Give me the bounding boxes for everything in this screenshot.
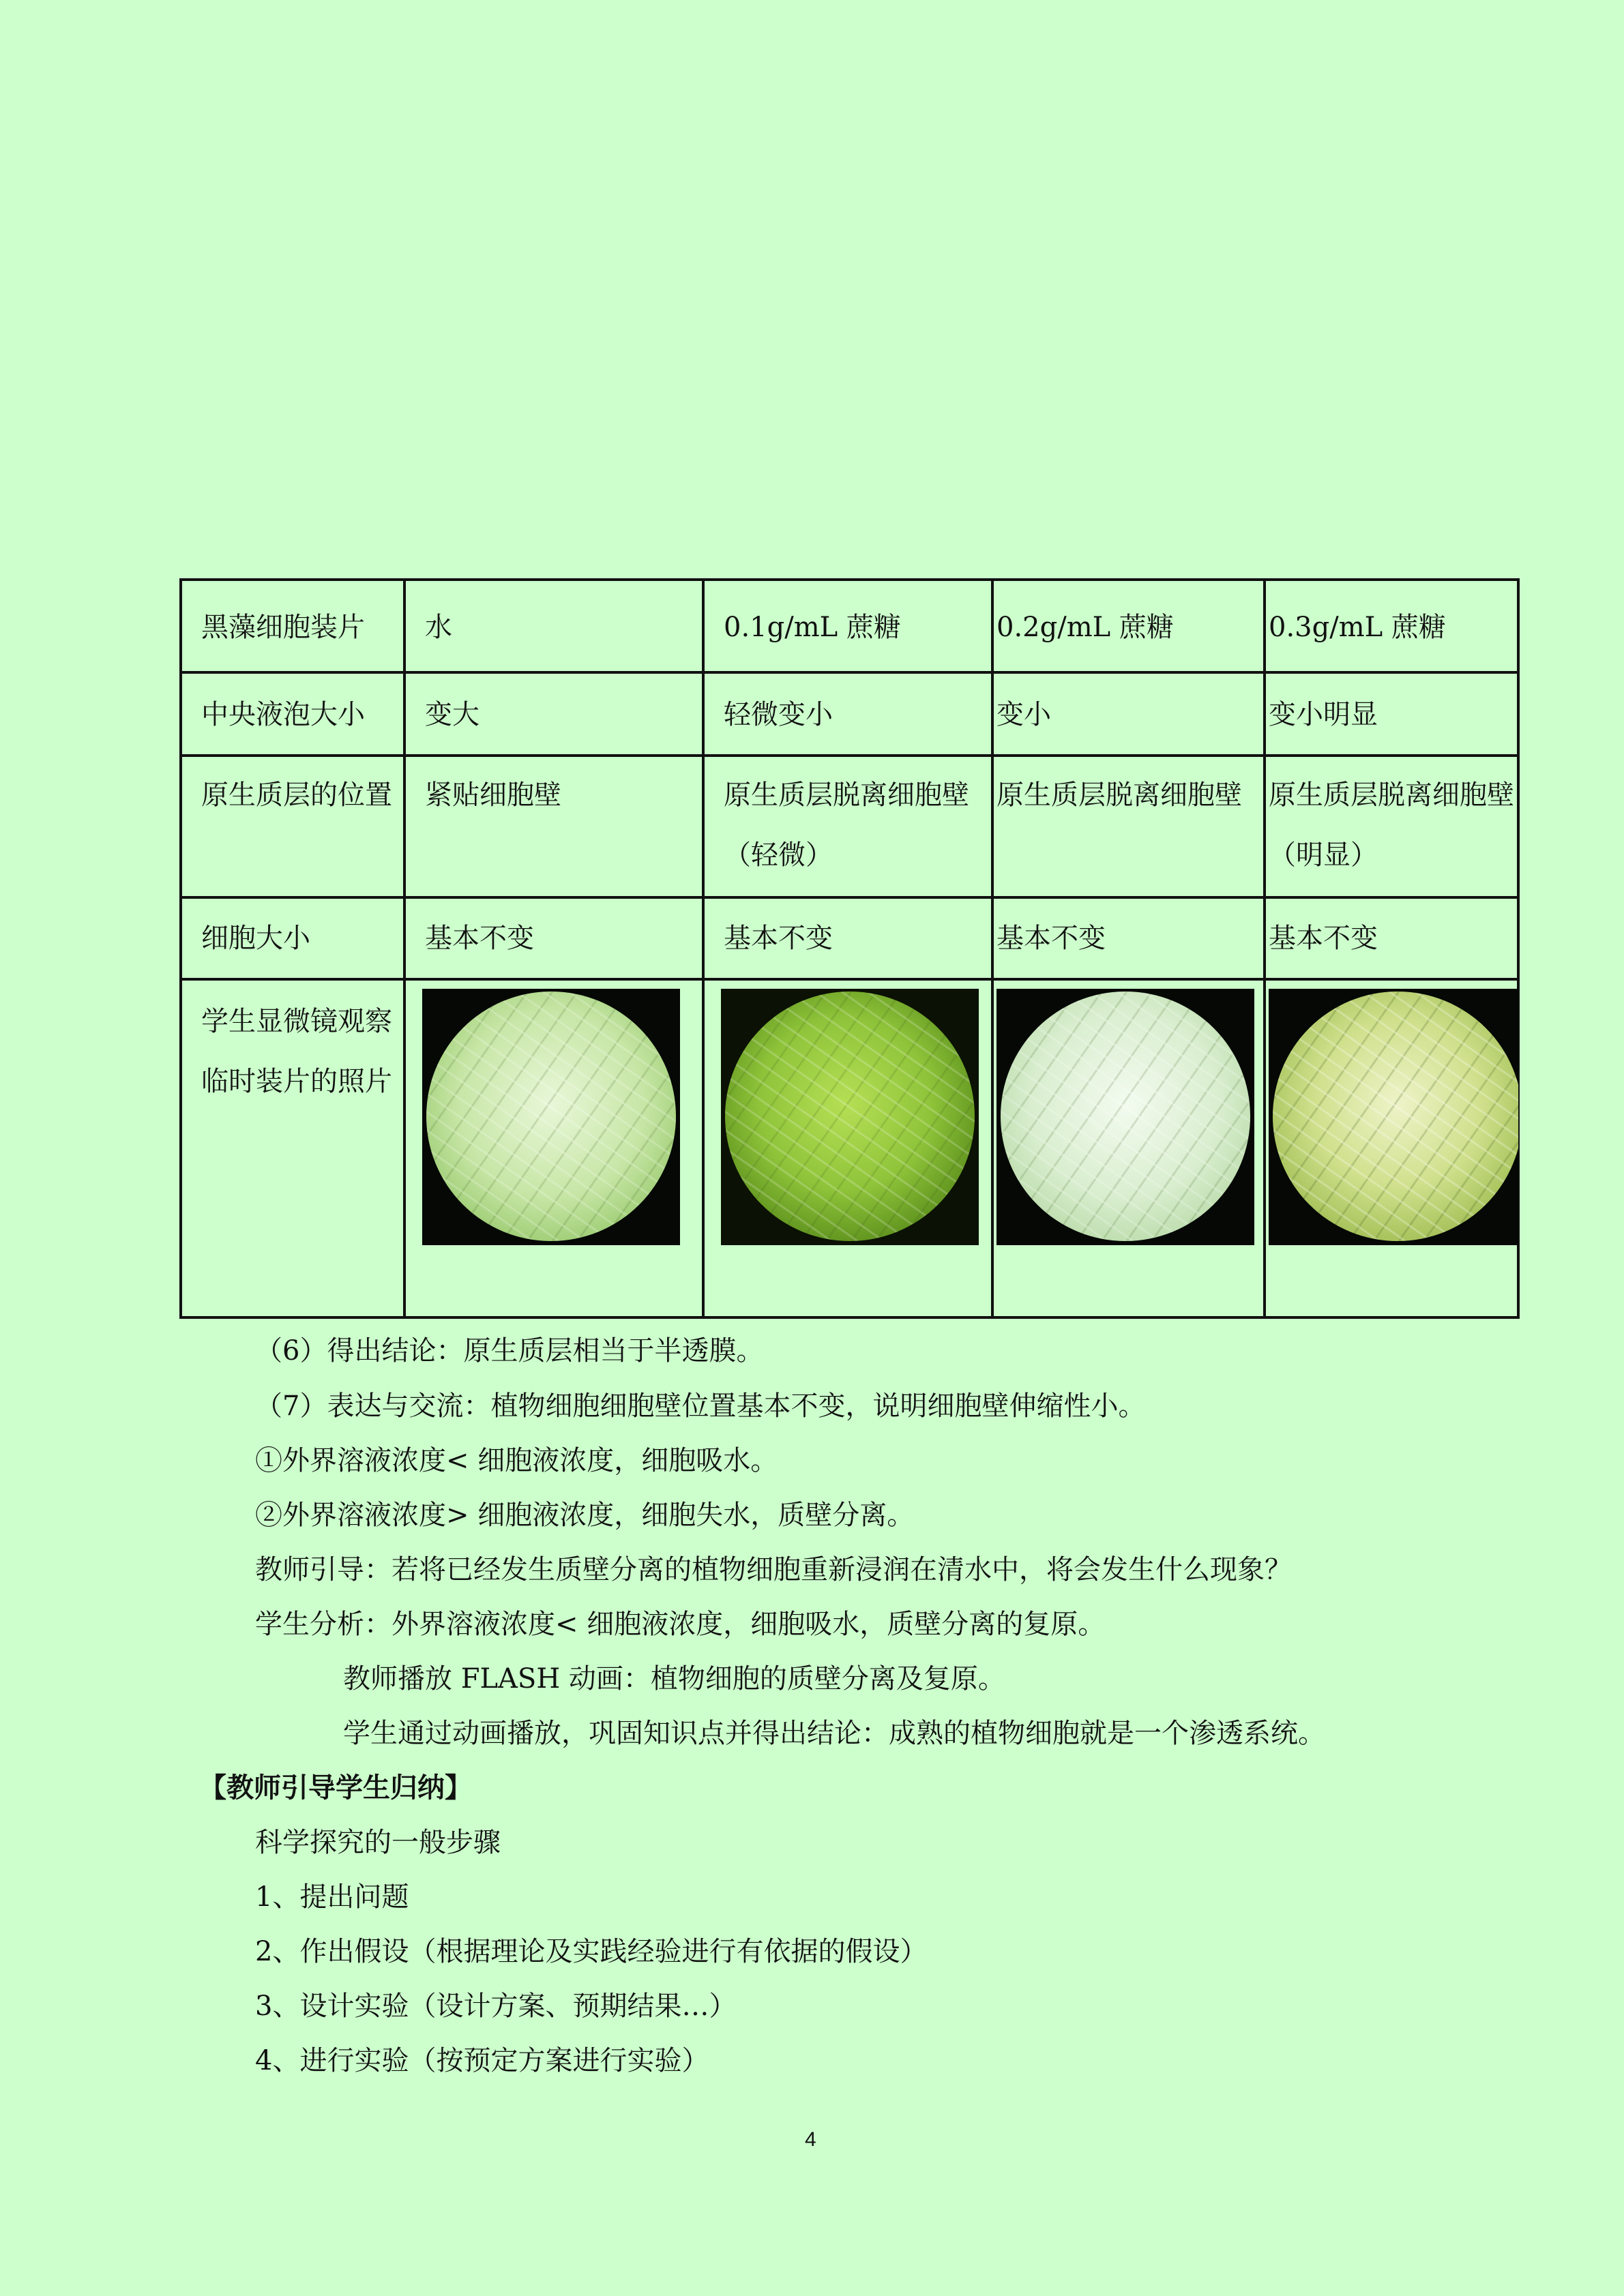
steps-title: 科学探究的一般步骤 xyxy=(255,1827,501,1858)
table-cell: 0.1g/mL 蔗糖 xyxy=(703,580,992,672)
student-analysis-line: 学生分析：外界溶液浓度< 细胞液浓度，细胞吸水，质壁分离的复原。 xyxy=(255,1609,1106,1640)
table-cell: 原生质层脱离细胞壁（轻微） xyxy=(703,756,992,897)
table-row xyxy=(181,672,1518,756)
teacher-guide-line: 教师引导：若将已经发生质壁分离的植物细胞重新浸润在清水中，将会发生什么现象？ xyxy=(255,1554,1292,1585)
microscope-photo-water xyxy=(422,989,680,1245)
table-cell: 原生质层的位置 xyxy=(181,756,404,897)
observation-table xyxy=(179,578,1520,1319)
photo-row xyxy=(181,979,1518,1317)
table-row xyxy=(181,756,1518,897)
table-cell: 黑藻细胞装片 xyxy=(181,580,404,672)
table-cell: 原生质层脱离细胞壁（明显） xyxy=(1265,756,1518,897)
table-cell: 学生显微镜观察临时装片的照片 xyxy=(181,979,404,1317)
table-cell: 基本不变 xyxy=(1265,897,1518,979)
student-conclusion-line: 学生通过动画播放，巩固知识点并得出结论：成熟的植物细胞就是一个渗透系统。 xyxy=(343,1718,1325,1749)
table-cell: 水 xyxy=(404,580,703,672)
microscope-photo-sucrose-0.3 xyxy=(1269,989,1518,1245)
table-cell: 基本不变 xyxy=(703,897,992,979)
table-cell: 变小明显 xyxy=(1265,672,1518,756)
photo-cell xyxy=(703,979,992,1317)
exchange-line: （7）表达与交流：植物细胞细胞壁位置基本不变，说明细胞壁伸缩性小。 xyxy=(255,1390,1146,1422)
photo-cell xyxy=(992,979,1265,1317)
point-1-line: ①外界溶液浓度< 细胞液浓度，细胞吸水。 xyxy=(255,1445,778,1476)
table-cell: 紧贴细胞壁 xyxy=(404,756,703,897)
conclusion-line: （6）得出结论：原生质层相当于半透膜。 xyxy=(255,1335,764,1367)
table-cell: 变小 xyxy=(992,672,1265,756)
microscope-photo-sucrose-0.2 xyxy=(996,989,1254,1245)
point-2-line: ②外界溶液浓度> 细胞液浓度，细胞失水，质壁分离。 xyxy=(255,1500,915,1531)
section-heading: 【教师引导学生归纳】 xyxy=(199,1772,472,1804)
table-cell: 基本不变 xyxy=(992,897,1265,979)
table-cell: 细胞大小 xyxy=(181,897,404,979)
table-cell: 0.2g/mL 蔗糖 xyxy=(992,580,1265,672)
table-cell: 变大 xyxy=(404,672,703,756)
table-row xyxy=(181,897,1518,979)
table-cell: 0.3g/mL 蔗糖 xyxy=(1265,580,1518,672)
flash-animation-line: 教师播放 FLASH 动画：植物细胞的质壁分离及复原。 xyxy=(343,1663,1005,1695)
table-cell: 轻微变小 xyxy=(703,672,992,756)
table-cell: 基本不变 xyxy=(404,897,703,979)
step-item: 4、进行实验（按预定方案进行实验） xyxy=(255,2045,709,2076)
microscope-photo-sucrose-0.1 xyxy=(721,989,979,1245)
step-item: 2、作出假设（根据理论及实践经验进行有依据的假设） xyxy=(255,1936,928,1967)
table-header-row xyxy=(181,580,1518,672)
table-cell: 中央液泡大小 xyxy=(181,672,404,756)
table-cell: 原生质层脱离细胞壁 xyxy=(992,756,1265,897)
page-number: 4 xyxy=(805,2128,816,2151)
photo-cell xyxy=(1265,979,1518,1317)
step-item: 3、设计实验（设计方案、预期结果…） xyxy=(255,1991,737,2022)
photo-cell xyxy=(404,979,703,1317)
step-item: 1、提出问题 xyxy=(255,1881,409,1913)
